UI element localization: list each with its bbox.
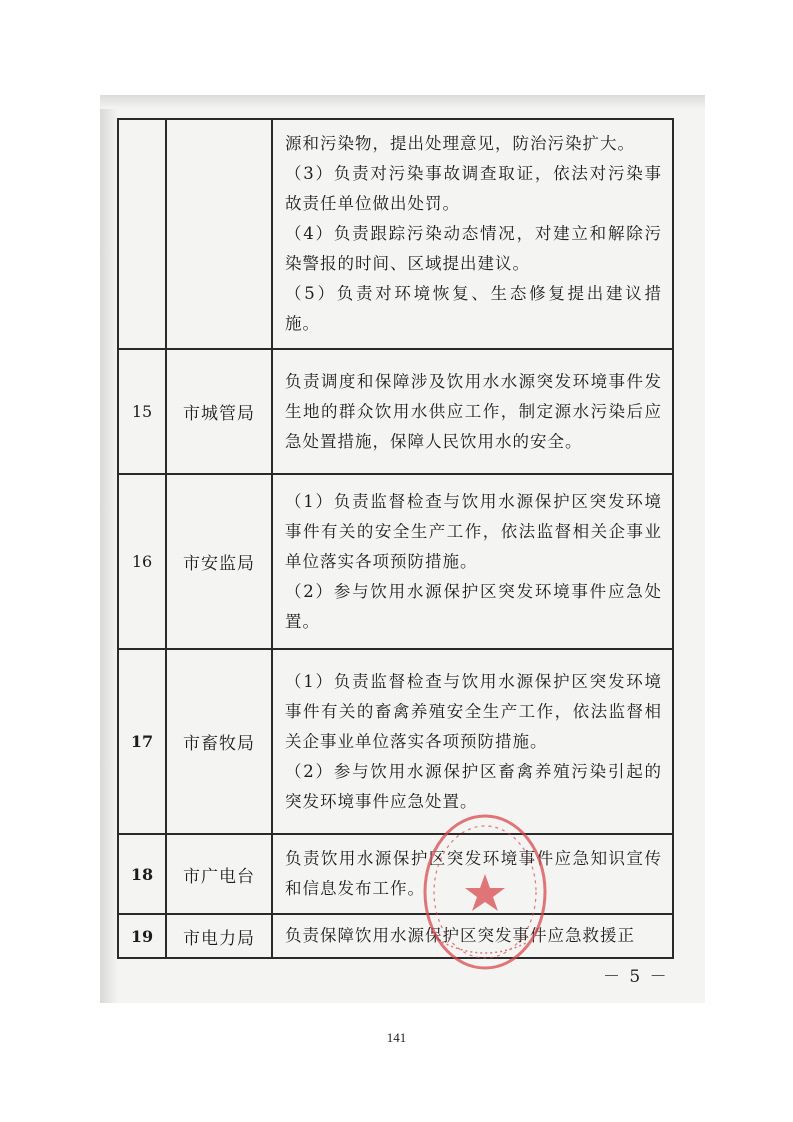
row-number: 19 — [118, 914, 166, 958]
department-name — [166, 119, 272, 349]
table-row — [118, 119, 673, 349]
official-seal — [420, 812, 550, 972]
duty-line: （4）负责跟踪污染动态情况，对建立和解除污染警报的时间、区域提出建议。 — [285, 224, 662, 273]
duty-line: （3）负责对污染事故调查取证，依法对污染事故责任单位做出处罚。 — [285, 164, 662, 213]
table-row — [118, 834, 673, 914]
duty-line: 源和污染物，提出处理意见，防治污染扩大。 — [285, 134, 635, 153]
department-name: 市城管局 — [166, 349, 272, 474]
duty-line: 负责饮用水源保护区突发环境事件应急知识宣传和信息发布工作。 — [285, 849, 662, 898]
duty-description — [272, 649, 673, 834]
department-name: 市畜牧局 — [166, 649, 272, 834]
row-number — [118, 119, 166, 349]
table-row — [118, 349, 673, 474]
department-name: 市安监局 — [166, 474, 272, 649]
row-number: 18 — [118, 834, 166, 914]
duty-line: （1）负责监督检查与饮用水源保护区突发环境事件有关的安全生产工作，依法监督相关企事业单位落实各项预防措施。 — [285, 491, 662, 571]
duty-line: 负责调度和保障涉及饮用水水源突发环境事件发生地的群众饮用水供应工作，制定源水污染后应急处置措施，保障人民饮用水的安全。 — [285, 371, 662, 451]
page-marker: － 5 － — [603, 967, 669, 987]
duty-line: （2）参与饮用水源保护区畜禽养殖污染引起的突发环境事件应急处置。 — [285, 761, 662, 811]
table-row — [118, 649, 673, 834]
row-number: 15 — [118, 349, 166, 474]
duty-line: （5）负责对环境恢复、生态修复提出建议措施。 — [285, 284, 662, 333]
duty-description — [272, 474, 673, 649]
department-name: 市电力局 — [166, 914, 272, 958]
row-number: 16 — [118, 474, 166, 649]
scan-shadow-top — [100, 95, 705, 109]
duty-line: （2）参与饮用水源保护区突发环境事件应急处置。 — [285, 581, 662, 631]
scan-shadow-left — [100, 95, 118, 1003]
table-row — [118, 474, 673, 649]
responsibility-table — [117, 118, 674, 959]
table-row — [118, 914, 673, 958]
department-name: 市广电台 — [166, 834, 272, 914]
duty-description — [272, 349, 673, 474]
duty-line: （1）负责监督检查与饮用水源保护区突发环境事件有关的畜禽养殖安全生产工作，依法监督相关企事业单位落实各项预防措施。 — [285, 671, 662, 751]
duty-line: 负责保障饮用水源保护区突发事件应急救援正 — [285, 926, 635, 945]
duty-description — [272, 119, 673, 349]
row-number: 17 — [118, 649, 166, 834]
footer-page-number: 141 — [386, 1030, 407, 1045]
